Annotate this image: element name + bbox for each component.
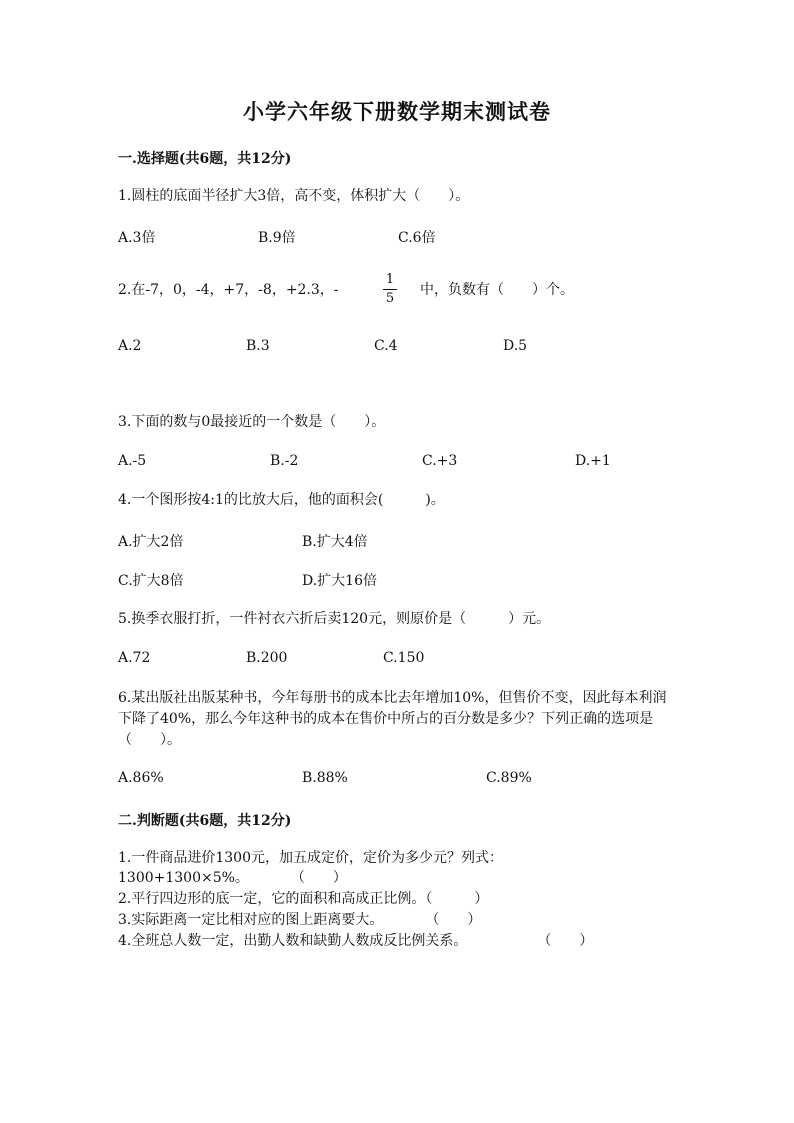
q6-option-a: A.86% [118,770,164,786]
question-5: 5.换季衣服打折，一件衬衣六折后卖120元，则原价是（ ）元。 [118,611,551,627]
fraction-bar [383,289,397,290]
q6-option-b: B.88% [302,770,348,786]
judge-item-2: 2.平行四边形的底一定，它的面积和高成正比例。（ ） [118,891,489,907]
question-1: 1.圆柱的底面半径扩大3倍，高不变，体积扩大（ ）。 [118,188,470,204]
q4-option-b: B.扩大4倍 [302,534,368,550]
question-2-before: 2.在-7，0，-4，+7，-8，+2.3，- [118,282,339,298]
q5-option-a: A.72 [118,650,151,666]
question-2-after: 中，负数有（ ）个。 [420,282,574,298]
page-title: 小学六年级下册数学期末测试卷 [243,99,551,124]
fraction-one-fifth [383,272,397,307]
q2-option-d: D.5 [503,338,528,354]
q2-option-c: C.4 [374,338,398,354]
q6-option-c: C.89% [486,770,532,786]
section-heading-judge: 二.判断题(共6题，共12分) [118,813,292,829]
q3-option-c: C.+3 [422,453,458,469]
judge-item-1-line1: 1.一件商品进价1300元，加五成定价，定价为多少元？列式： [118,850,503,866]
q4-option-d: D.扩大16倍 [302,573,377,589]
q4-option-a: A.扩大2倍 [118,534,184,550]
question-3: 3.下面的数与0最接近的一个数是（ ）。 [118,414,386,430]
judge-item-4: 4.全班总人数一定，出勤人数和缺勤人数成反比例关系。 （ ） [118,933,594,949]
q1-option-b: B.9倍 [258,230,296,246]
question-4: 4.一个图形按4:1的比放大后，他的面积会( )。 [118,492,445,508]
q3-option-b: B.-2 [270,453,299,469]
fraction-numerator: 1 [385,272,395,287]
q2-option-a: A.2 [118,338,142,354]
question-6: 6.某出版社出版某种书，今年每册书的成本比去年增加10%，但售价不变，因此每本利润下降了40%，那么今年这种书的成本在售价中所占的百分数是多少？下列正确的选项是（ ）。 [118,690,667,748]
q1-option-a: A.3倍 [118,230,156,246]
q1-option-c: C.6倍 [398,230,436,246]
q3-option-a: A.-5 [118,453,147,469]
q5-option-b: B.200 [246,650,288,666]
judge-item-1-line2: 1300+1300×5%。 （ ） [118,870,347,886]
judge-item-3: 3.实际距离一定比相对应的图上距离要大。 （ ） [118,912,482,928]
q5-option-c: C.150 [383,650,425,666]
section-heading-choice: 一.选择题(共6题，共12分) [118,151,292,167]
q3-option-d: D.+1 [575,453,611,469]
fraction-denominator: 5 [385,291,395,306]
q2-option-b: B.3 [246,338,270,354]
q4-option-c: C.扩大8倍 [118,573,184,589]
